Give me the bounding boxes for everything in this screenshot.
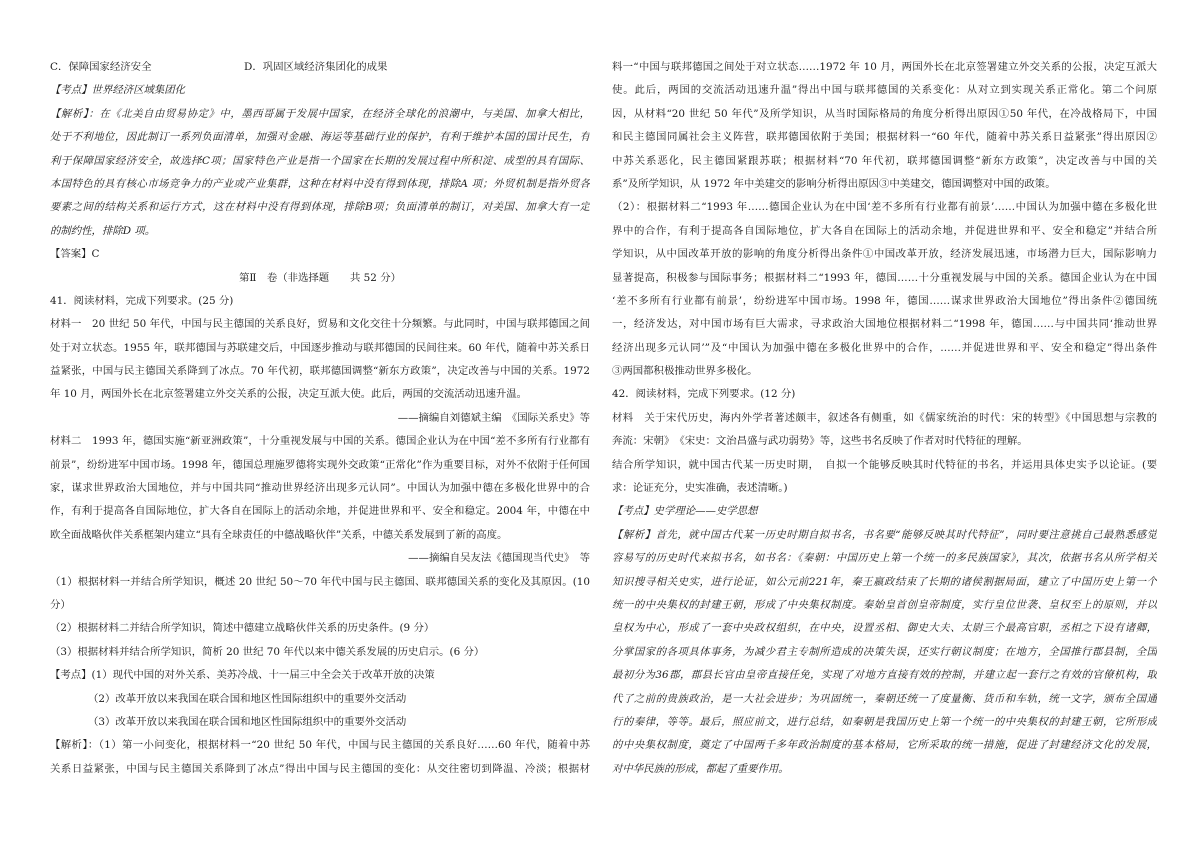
text-line: （2）根据材料二并结合所学知识，简述中德建立战略伙伴关系的历史条件。(9 分） xyxy=(50,622,435,635)
text-line: 欧全面战略伙伴关系框架内建立“具有全球责任的中德战略伙伴”关系，中德关系发展到了新的高度。 xyxy=(50,528,508,541)
text-line: （2）：根据材料二“1993 年……德国企业认为在中国‘差不多所有行业都有前景’……中国认为加强中德在多极化世 xyxy=(612,201,1157,214)
text-line: 42．阅读材料，完成下列要求。(12 分) xyxy=(612,388,796,401)
text-line: 材料二 1993 年，德国实施“新亚洲政策”，十分重视发展与中国的关系。德国企业认为在中国“差不多所有行业都有 xyxy=(50,435,590,448)
text-line: 材料 关于宋代历史，海内外学者著述颇丰，叙述各有侧重，如《儒家统治的时代：宋的转型》《中国思想与宗教的 xyxy=(612,411,1157,424)
text-line: 年 10 月，两国外长在北京签署建立外交关系的公报，决定互派大使。此后，两国的交流活动迅速升温。 xyxy=(50,388,528,401)
text-line: 皇权为中心，形成了一套中央政权组织，在中央，设置丞相、御史大夫、太尉三个最高官职，丞相之下设有诸卿， xyxy=(612,622,1157,635)
text-line: ——摘编自刘德斌主编 《国际关系史》等 xyxy=(397,411,590,424)
text-line: 经济出现多元认同’”及“中国认为加强中德在多极化世界中的合作，……并促进世界和平、安全和稳定”得出条件 xyxy=(612,341,1157,354)
text-line: 因，从材料“20 世纪 50 年代”及所学知识，从当时国际格局的角度分析得出原因①50 年代，在冷战格局下，中国 xyxy=(612,107,1157,120)
text-line: 41．阅读材料，完成下列要求。(25 分) xyxy=(50,294,234,307)
text-line: 料一“中国与联邦德国之间处于对立状态……1972 年 10 月，两国外长在北京签署建立外交关系的公报，决定互派大 xyxy=(612,61,1157,73)
text-line: 【解析】：（1）第一小问变化，根据材料一“20 世纪 50 年代，中国与民主德国的关系良好……60 年代，随着中苏 xyxy=(50,739,590,752)
text-line: 处于对立状态。1955 年，联邦德国与苏联建交后，中国逐步推动与联邦德国的民间往来。60 年代，随着中苏关系日 xyxy=(50,341,590,354)
text-line: 作，有利于提高各自国际地位，扩大各自在国际上的活动余地，并促进世界和平、安全和稳定。2004 年，中德在中 xyxy=(50,505,590,518)
text-line: （3）改革开放以来我国在联合国和地区性国际组织中的重要外交活动 xyxy=(88,715,407,728)
text-line: 对中华民族的形成，都起了重要作用。 xyxy=(612,762,789,775)
text-line: 学知识，从中国改革开放的影响的角度分析得出条件①中国改革开放，经济发展迅速，市场潜力巨大，国际影响力 xyxy=(612,248,1157,261)
text-line: 【答案】C xyxy=(50,248,100,261)
text-line: 【解析】首先，就中国古代某一历史时期自拟书名，书名要“能够反映其时代特征”，同时要注意挑自己最熟悉感觉 xyxy=(612,528,1157,541)
text-line: 前景”，纷纷进军中国市场。1998 年，德国总理施罗德将实现外交政策“正常化”作为重要目标，对外不依附于任何国 xyxy=(50,458,590,471)
text-line: 本国特色的具有核心市场竞争力的产业或产业集群，这种在材料中没有得到体现，排除A 项；外贸机制是指外贸各 xyxy=(50,177,590,190)
text-line: 界中的合作，有利于提高各自国际地位，扩大各自在国际上的活动余地，并促进世界和平、安全和稳定”并结合所 xyxy=(612,224,1157,237)
text-line: 【解析】：在《北美自由贸易协定》中，墨西哥属于发展中国家，在经济全球化的浪潮中，与美国、加拿大相比， xyxy=(50,107,590,120)
right-column xyxy=(612,56,1157,781)
text-line: 统一的中央集权的封建王朝，形成了中央集权制度。秦始皇首创皇帝制度，实行皇位世袭、皇权至上的原则，并以 xyxy=(612,598,1157,611)
text-line xyxy=(50,56,590,79)
option-text: D．巩固区域经济集团化的成果 xyxy=(244,61,388,73)
text-line: 第Ⅱ 卷（非选择题 共 52 分） xyxy=(239,271,401,284)
text-line: 【考点】史学理论——史学思想 xyxy=(612,505,758,518)
text-line: ‘差不多所有行业都有前景’，纷纷进军中国市场。1998 年，德国……谋求世界政治大国地位”得出条件②德国统 xyxy=(612,294,1157,307)
text-line: 的中央集权制度，奠定了中国两千多年政治制度的基本格局，它所采取的统一措施，促进了封建经济文化的发展， xyxy=(612,739,1157,752)
text-line: 要素之间的结构关系和运行方式，这在材料中没有得到体现，排除B项；负面清单的制订，对美国、加拿大有一定 xyxy=(50,201,590,214)
text-line: 中苏关系恶化，民主德国紧跟苏联；根据材料“70 年代初，联邦德国调整“新东方政策”，决定改善与中国的关 xyxy=(612,154,1157,167)
text-line: 使。此后，两国的交流活动迅速升温”得出中国与联邦德国的关系变化：从对立到实现关系正常化。第二个问原 xyxy=(612,84,1157,97)
text-line: （2）改革开放以来我国在联合国和地区性国际组织中的重要外交活动 xyxy=(88,692,407,705)
text-line: （1）根据材料一并结合所学知识，概述 20 世纪 50～70 年代中国与民主德国、联邦德国关系的变化及其原因。(10 xyxy=(50,575,590,588)
text-line: 结合所学知识，就中国古代某一历史时期， 自拟一个能够反映其时代特征的书名，并运用具体史实予以论证。(要 xyxy=(612,458,1157,471)
text-line: 的制约性，排除D 项。 xyxy=(50,224,156,237)
text-line: 显著提高，积极参与国际事务；根据材料二“1993 年，德国……十分重视发展与中国的关系。德国企业认为在中国 xyxy=(612,271,1157,284)
text-line: 处于不利地位，因此制订一系列负面清单，加强对金融、海运等基础行业的保护，有利于维护本国的国计民生，有 xyxy=(50,131,590,144)
text-line: 【考点】(1）现代中国的对外关系、美苏冷战、十一届三中全会关于改革开放的决策 xyxy=(50,669,435,682)
text-line: ③两国都积极推动世界多极化。 xyxy=(612,365,758,378)
text-line: 知识搜寻相关史实，进行论证，如公元前221年，秦王嬴政结束了长期的诸侯割据局面，建立了中国历史上第一个 xyxy=(612,575,1157,588)
text-line: 分） xyxy=(50,598,71,611)
text-line: 行的秦律，等等。最后，照应前文，进行总结，如秦朝是我国历史上第一个统一的中央集权的封建王朝，它所形成 xyxy=(612,715,1157,728)
text-line: 家，谋求世界政治大国地位，并与中国共同“推动世界经济出现多元认同”。中国认为加强中德在多极化世界中的合 xyxy=(50,482,590,495)
text-line: 益紧张，中国与民主德国关系降到了冰点。70 年代初，联邦德国调整“新东方政策”，决定改善与中国的关系。1972 xyxy=(50,365,590,378)
text-line: 容易写的历史时代来拟书名，如书名：《秦朝：中国历史上第一个统一的多民族国家》，其次，依据书名从所学相关 xyxy=(612,552,1157,565)
left-column xyxy=(50,56,590,781)
text-line: （3）根据材料并结合所学知识，简析 20 世纪 70 年代以来中德关系发展的历史启示。(6 分） xyxy=(50,645,485,658)
text-line: 利于保障国家经济安全，故选择C项；国家特色产业是指一个国家在长期的发展过程中所积淀、成型的具有国际、 xyxy=(50,154,590,167)
text-line: 分掌国家的各项具体事务，为减少君主专制所造成的决策失误，还实行朝议制度；在地方，全国推行郡县制，全国 xyxy=(612,645,1157,658)
text-line: 代了之前的贵族政治，是一大社会进步；为巩固统一，秦朝还统一了度量衡、货币和车轨，统一文字，颁布全国通 xyxy=(612,692,1157,705)
text-line: 求：论证充分，史实准确，表述清晰。) xyxy=(612,482,788,495)
text-line: 奔流：宋朝》 《宋史：文治昌盛与武功弱势》等，这些书名反映了作者对时代特征的理解。 xyxy=(612,435,1028,448)
text-line: 关系日益紧张，中国与民主德国关系降到了冰点”得出中国与民主德国的变化：从交往密切到降温、冷淡；根据材 xyxy=(50,762,590,775)
text-line: 系”及所学知识，从 1972 年中美建交的影响分析得出原因③中美建交，德国调整对中国的政策。 xyxy=(612,177,1056,190)
text-line: 最初分为36郡，郡县长官由皇帝直接任免，实现了对地方直接有效的控制，并建立起一套行之有效的官僚机构，取 xyxy=(612,669,1157,682)
text-line: 材料一 20 世纪 50 年代，中国与民主德国的关系良好，贸易和文化交往十分频繁。与此同时，中国与联邦德国之间 xyxy=(50,318,590,331)
text-line: 和民主德国同属社会主义阵营，联邦德国依附于美国；根据材料一“60 年代，随着中苏关系日益紧张”得出原因② xyxy=(612,131,1157,144)
text-line: 【考点】世界经济区域集团化 xyxy=(50,84,186,97)
option-text: C．保障国家经济安全 xyxy=(50,61,152,73)
text-line: 一，经济发达，对中国市场有巨大需求，寻求政治大国地位根据材料二“1998 年，德国……与中国共同‘推动世界 xyxy=(612,318,1157,331)
text-line: ——摘编自吴友法《德国现当代史》 等 xyxy=(408,552,590,565)
